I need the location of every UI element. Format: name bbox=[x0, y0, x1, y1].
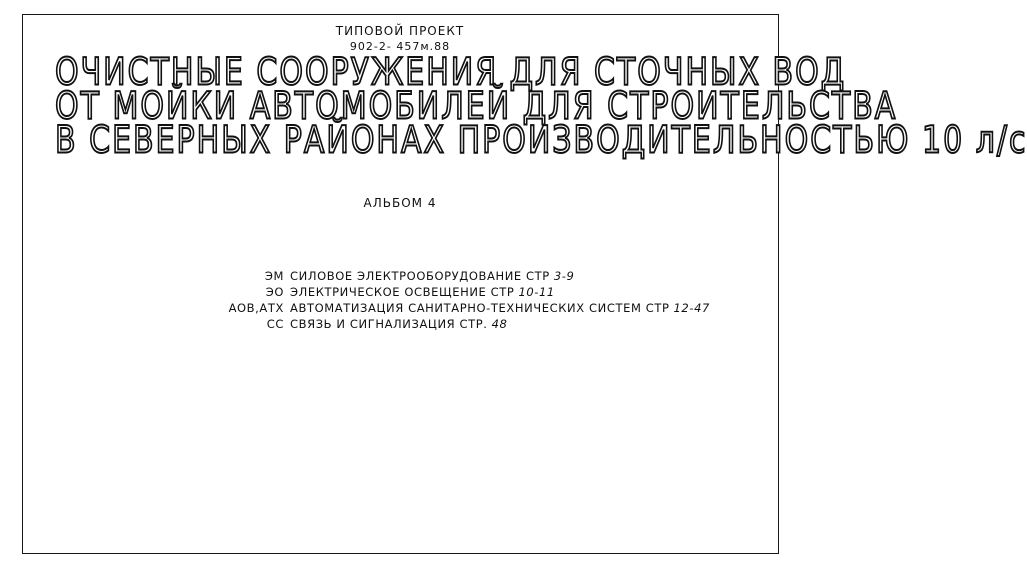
title-line-2: ОТ МОЙКИ АВТОМОБИЛЕЙ ДЛЯ СТРОИТЕЛЬСТВА bbox=[55, 84, 898, 129]
title-line-1: ОЧИСТНЫЕ СООРУЖЕНИЯ ДЛЯ СТОЧНЫХ ВОД bbox=[55, 50, 847, 95]
contents-item bbox=[228, 268, 748, 284]
album-label: АЛЬБОМ 4 bbox=[363, 196, 437, 210]
section-title: СВЯЗЬ И СИГНАЛИЗАЦИЯ СТР. bbox=[290, 317, 488, 331]
section-code: СС bbox=[266, 317, 284, 331]
section-pages: 3-9 bbox=[553, 269, 575, 283]
project-number: 902-2- 457м.88 bbox=[349, 40, 451, 53]
contents-list bbox=[228, 268, 748, 332]
section-title: СИЛОВОЕ ЭЛЕКТРООБОРУДОВАНИЕ СТР bbox=[290, 269, 550, 283]
section-pages: 48 bbox=[491, 317, 508, 331]
section-pages: 12-47 bbox=[673, 301, 710, 315]
section-pages: 10-11 bbox=[518, 285, 555, 299]
section-code: АОВ,АТХ bbox=[228, 301, 284, 315]
contents-item bbox=[228, 316, 748, 332]
title-line-3: В СЕВЕРНЫХ РАЙОНАХ ПРОИЗВОДИТЕЛЬНОСТЬЮ 10 л/с bbox=[55, 118, 1027, 163]
project-type-label: ТИПОВОЙ ПРОЕКТ bbox=[335, 24, 465, 38]
section-title: ЭЛЕКТРИЧЕСКОЕ ОСВЕЩЕНИЕ СТР bbox=[290, 285, 515, 299]
section-title: АВТОМАТИЗАЦИЯ САНИТАРНО-ТЕХНИЧЕСКИХ СИСТЕМ СТР bbox=[290, 301, 670, 315]
section-code: ЭМ bbox=[264, 269, 284, 283]
contents-item bbox=[228, 284, 748, 300]
contents-item bbox=[228, 300, 748, 316]
section-code: ЭО bbox=[265, 285, 284, 299]
